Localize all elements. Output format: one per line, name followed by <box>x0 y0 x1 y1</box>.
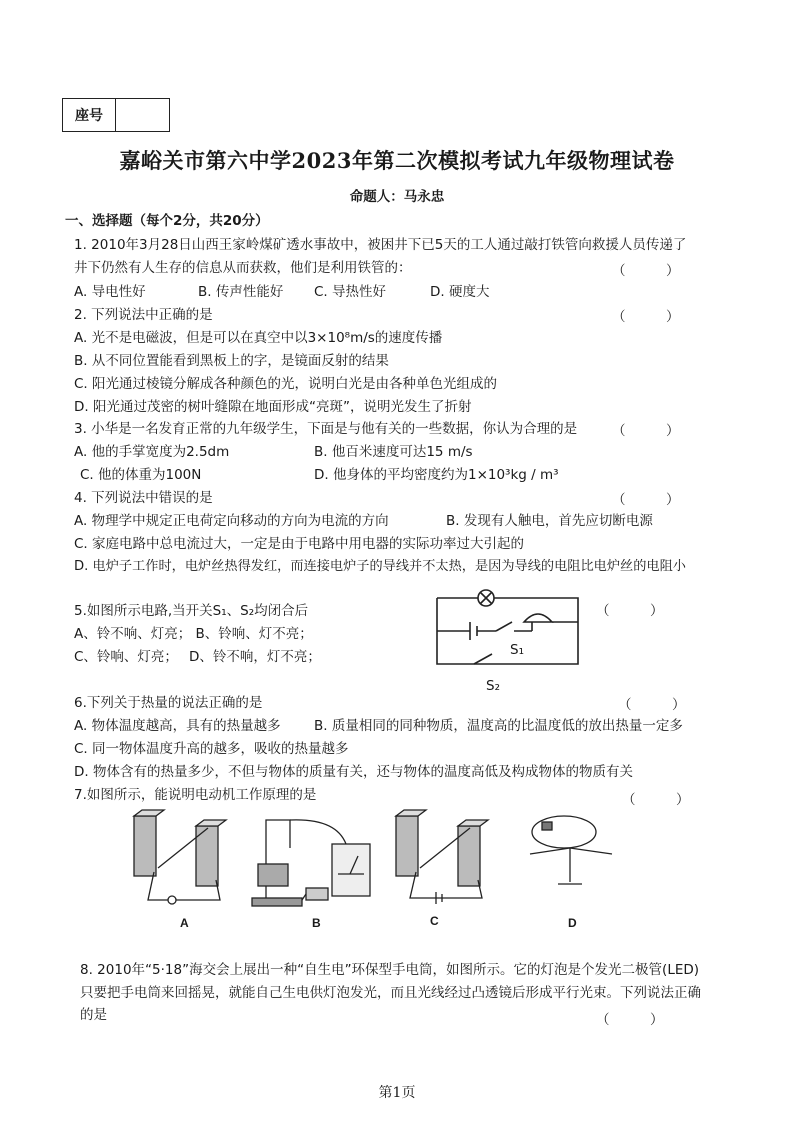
q7-label-d: D <box>568 916 577 930</box>
q1-stem-line1: 1. 2010年3月28日山西王家岭煤矿透水事故中，被困井下已5天的工人通过敲打铁管向救援人员传递了 <box>74 237 687 253</box>
q4-option-b: B. 发现有人触电，首先应切断电源 <box>446 513 653 529</box>
q5-answer-bracket: （ ） <box>596 603 664 619</box>
q7-figure-a <box>128 810 228 905</box>
q5-options-cd: C、铃响、灯亮； D、铃不响，灯不亮； <box>74 649 321 665</box>
q7-stem: 7.如图所示，能说明电动机工作原理的是 <box>74 787 317 803</box>
q7-figure-b <box>246 808 376 908</box>
q6-option-d: D. 物体含有的热量多少，不但与物体的质量有关，还与物体的温度高低及构成物体的物质有关 <box>74 764 633 780</box>
q1-stem-line2: 井下仍然有人生存的信息从而获救，他们是利用铁管的： <box>74 260 412 276</box>
q4-answer-bracket: （ ） <box>612 492 680 508</box>
q5-options-ab: A、铃不响、灯亮； B、铃响、灯不亮； <box>74 626 313 642</box>
q1-option-d: D. 硬度大 <box>430 284 490 300</box>
q4-option-a: A. 物理学中规定正电荷定向移动的方向为电流的方向 <box>74 513 389 529</box>
q8-stem-line2: 只要把手电筒来回摇晃，就能自己生电供灯泡发光，而且光线经过凸透镜后形成平行光束。下列说法正确 <box>80 985 701 1001</box>
q2-option-a: A. 光不是电磁波，但是可以在真空中以3×10⁸m/s的速度传播 <box>74 330 443 346</box>
q2-stem: 2. 下列说法中正确的是 <box>74 307 213 323</box>
q6-option-c: C. 同一物体温度升高的越多，吸收的热量越多 <box>74 741 349 757</box>
q3-option-d: D. 他身体的平均密度约为1×10³kg / m³ <box>314 467 559 483</box>
q3-stem: 3. 小华是一名发育正常的九年级学生，下面是与他有关的一些数据，你认为合理的是 <box>74 421 578 437</box>
q4-option-c: C. 家庭电路中总电流过大，一定是由于电路中用电器的实际功率过大引起的 <box>74 536 525 552</box>
q8-answer-bracket: （ ） <box>596 1012 664 1028</box>
q6-stem: 6.下列关于热量的说法正确的是 <box>74 695 263 711</box>
switch-s2-label: S₂ <box>486 678 500 694</box>
q7-label-b: B <box>312 916 321 930</box>
q2-option-b: B. 从不同位置能看到黑板上的字，是镜面反射的结果 <box>74 353 389 369</box>
q7-answer-bracket: （ ） <box>622 792 690 808</box>
q1-option-c: C. 导热性好 <box>314 284 387 300</box>
switch-s1-label: S₁ <box>510 642 524 658</box>
q1-option-b: B. 传声性能好 <box>198 284 284 300</box>
q1-answer-bracket: （ ） <box>612 263 680 279</box>
exam-author: 命题人：马永忠 <box>349 189 445 205</box>
q7-figure-d <box>526 812 616 904</box>
q3-option-b: B. 他百米速度可达15 m/s <box>314 444 473 460</box>
q2-option-d: D. 阳光通过茂密的树叶缝隙在地面形成“亮斑”，说明光发生了折射 <box>74 399 472 415</box>
q2-option-c: C. 阳光通过棱镜分解成各种颜色的光，说明白光是由各种单色光组成的 <box>74 376 498 392</box>
q5-stem: 5.如图所示电路,当开关S₁、S₂均闭合后 <box>74 603 309 619</box>
q7-label-a: A <box>180 916 189 930</box>
q6-option-b: B. 质量相同的同种物质，温度高的比温度低的放出热量一定多 <box>314 718 683 734</box>
q8-stem-line1: 8. 2010年“5·18”海交会上展出一种“自生电”环保型手电筒，如图所示。它的灯泡是个发光二极管(LED) <box>80 962 700 978</box>
seat-label: 座号 <box>63 99 116 131</box>
q6-answer-bracket: （ ） <box>618 697 686 713</box>
q6-option-a: A. 物体温度越高，具有的热量越多 <box>74 718 281 734</box>
q1-option-a: A. 导电性好 <box>74 284 146 300</box>
page-number: 第1页 <box>378 1085 416 1101</box>
q3-option-c: C. 他的体重为100N <box>80 467 202 483</box>
q4-option-d: D. 电炉子工作时，电炉丝热得发红，而连接电炉子的导线并不太热，是因为导线的电阻比电炉丝的电阻小 <box>74 559 686 574</box>
exam-title: 嘉峪关市第六中学2023年第二次模拟考试九年级物理试卷 <box>119 148 675 173</box>
q3-option-a: A. 他的手掌宽度为2.5dm <box>74 444 230 460</box>
section-title: 一、选择题（每个2分，共20分） <box>65 213 269 229</box>
q7-label-c: C <box>430 914 439 928</box>
q4-stem: 4. 下列说法中错误的是 <box>74 490 213 506</box>
q8-stem-line3: 的是 <box>80 1007 107 1023</box>
q7-figure-c <box>390 810 490 905</box>
q2-answer-bracket: （ ） <box>612 309 680 325</box>
q3-answer-bracket: （ ） <box>612 423 680 439</box>
